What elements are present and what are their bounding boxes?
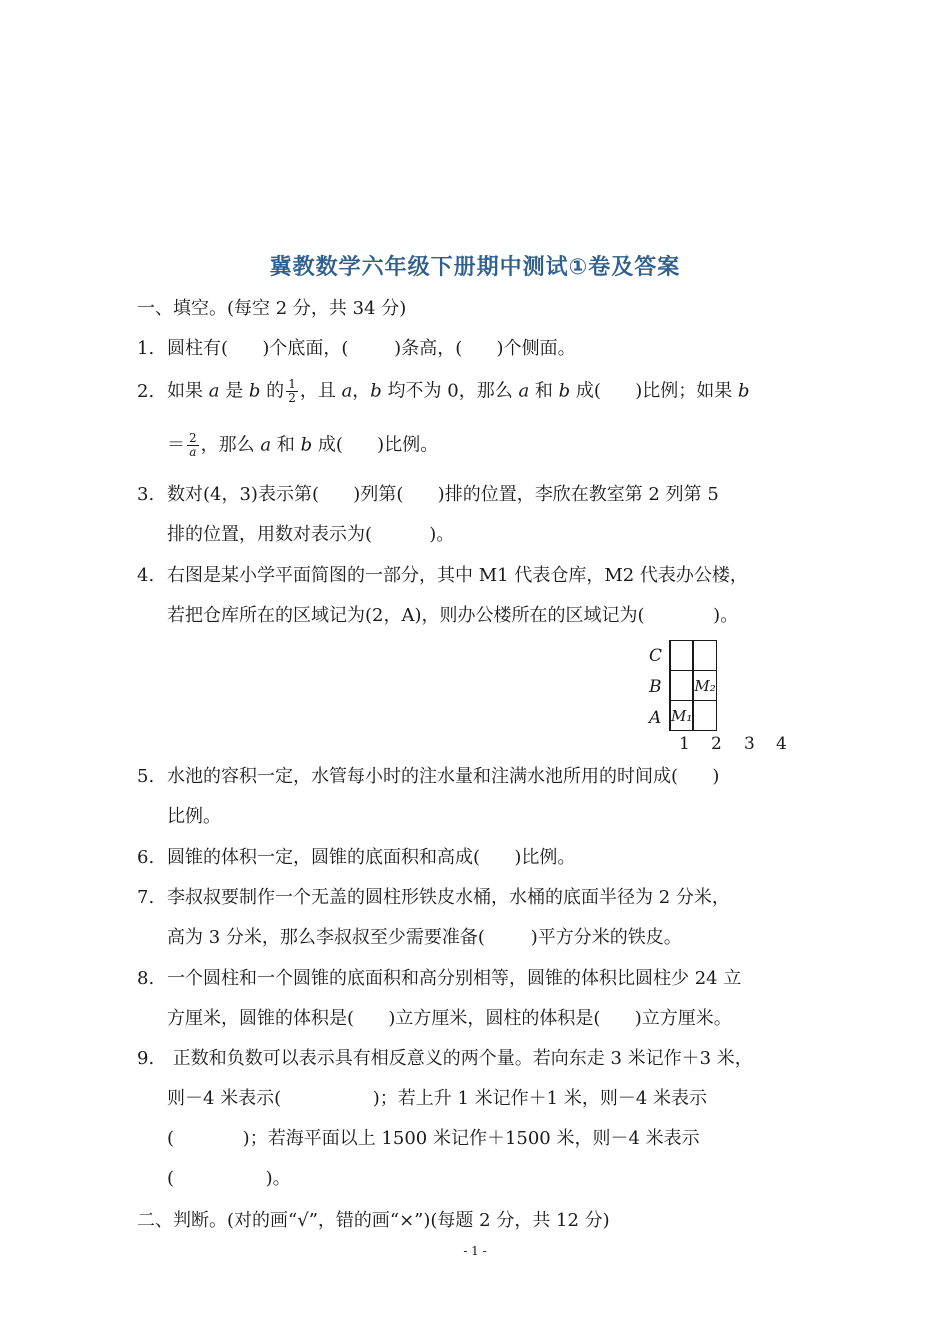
question-number: 6. xyxy=(137,847,155,868)
fraction-denominator: 2 xyxy=(288,391,296,405)
question-number: 9. xyxy=(137,1048,155,1069)
text-fragment: 和 xyxy=(529,380,559,402)
question-text: 数对(4，3)表示第( )列第( )排的位置，李欣在教室第 2 列第 5 xyxy=(167,484,719,505)
text-fragment: ，那么 xyxy=(200,434,261,456)
row-label-b: B xyxy=(649,677,662,697)
col-label-2: 2 xyxy=(711,734,722,754)
question-text: 圆柱有( )个底面，( )条高，( )个侧面。 xyxy=(167,338,576,359)
question-number: 1. xyxy=(137,338,155,359)
text-fragment: 均不为 0，那么 xyxy=(381,380,519,402)
question-number: 8. xyxy=(137,968,155,989)
question-2-line-1 xyxy=(137,378,750,405)
variable-a: a xyxy=(518,380,530,402)
page-number: - 1 - xyxy=(463,1244,487,1258)
fraction-numerator: 2 xyxy=(189,431,197,445)
col-label-3: 3 xyxy=(744,734,755,754)
text-fragment: ，且 xyxy=(299,380,342,402)
question-number: 7. xyxy=(137,887,155,908)
question-3-line-1 xyxy=(137,482,719,508)
grid-cell xyxy=(671,641,693,671)
text-fragment: 成( )比例。 xyxy=(312,434,439,456)
text-fragment: ， xyxy=(352,380,371,402)
question-3-line-2: 排的位置，用数对表示为( )。 xyxy=(167,524,455,545)
fraction-one-half xyxy=(286,378,298,405)
question-4-line-2: 若把仓库所在的区域记为(2，A)，则办公楼所在的区域记为( )。 xyxy=(167,605,739,626)
col-label-1: 1 xyxy=(679,734,690,754)
row-label-a: A xyxy=(649,708,662,728)
question-9-line-4: ( )。 xyxy=(167,1168,291,1189)
grid-cell xyxy=(694,701,716,731)
question-9-line-3: ( )；若海平面以上 1500 米记作＋1500 米，则－4 米表示 xyxy=(167,1128,700,1149)
question-text: 李叔叔要制作一个无盖的圆柱形铁皮水桶，水桶的底面半径为 2 分米， xyxy=(167,887,730,908)
question-5-line-1 xyxy=(137,764,719,790)
question-number: 4. xyxy=(137,565,155,586)
question-text: 圆锥的体积一定，圆锥的底面积和高成( )比例。 xyxy=(167,847,576,868)
text-fragment: 如果 xyxy=(167,380,209,402)
question-9-line-2: 则－4 米表示( )；若上升 1 米记作＋1 米，则－4 米表示 xyxy=(167,1088,708,1109)
col-label-4: 4 xyxy=(776,734,787,754)
variable-b: b xyxy=(300,434,313,456)
text-fragment: 和 xyxy=(271,434,301,456)
variable-a: a xyxy=(208,380,220,402)
section2-heading: 二、判断。(对的画“√”，错的画“×”)(每题 2 分，共 12 分) xyxy=(137,1210,610,1231)
text-fragment: 的 xyxy=(260,380,285,402)
question-4-line-1 xyxy=(137,563,748,589)
variable-b: b xyxy=(738,380,750,402)
text-fragment: 成( )比例；如果 xyxy=(570,380,738,402)
question-number: 5. xyxy=(137,766,155,787)
fraction-numerator: 1 xyxy=(288,377,296,391)
fraction-two-over-a xyxy=(187,432,199,459)
question-9-line-1 xyxy=(137,1046,753,1072)
question-6 xyxy=(137,845,575,871)
fraction-denominator: a xyxy=(189,445,197,459)
grid-cell xyxy=(671,671,693,701)
question-text: 水池的容积一定，水管每小时的注水量和注满水池所用的时间成( ) xyxy=(167,766,720,787)
equals-sign: ＝ xyxy=(167,434,185,456)
text-fragment: 是 xyxy=(219,380,249,402)
question-5-line-2: 比例。 xyxy=(167,806,221,827)
question-1 xyxy=(137,336,576,362)
page-title: 冀教数学六年级下册期中测试①卷及答案 xyxy=(269,255,681,280)
grid-cell-m1-warehouse: M₁ xyxy=(671,701,693,731)
variable-b: b xyxy=(248,380,261,402)
question-number: 3. xyxy=(137,484,155,505)
question-text: 一个圆柱和一个圆锥的底面积和高分别相等，圆锥的体积比圆柱少 24 立 xyxy=(167,968,742,989)
question-7-line-1 xyxy=(137,885,730,911)
question-8-line-1 xyxy=(137,966,741,992)
question-8-line-2: 方厘米，圆锥的体积是( )立方厘米，圆柱的体积是( )立方厘米。 xyxy=(167,1008,732,1029)
grid-cell-m2-office: M₂ xyxy=(694,671,716,701)
question-text: 右图是某小学平面简图的一部分，其中 M1 代表仓库，M2 代表办公楼， xyxy=(167,565,748,586)
variable-b: b xyxy=(370,380,382,402)
variable-a: a xyxy=(260,434,272,456)
row-label-c: C xyxy=(649,646,663,666)
grid-cell xyxy=(694,641,716,671)
question-number: 2. xyxy=(137,380,155,402)
question-2-line-2 xyxy=(167,432,438,459)
question-text: 正数和负数可以表示具有相反意义的两个量。若向东走 3 米记作＋3 米， xyxy=(167,1048,753,1069)
section1-heading: 一、填空。(每空 2 分，共 34 分) xyxy=(137,298,407,319)
variable-b: b xyxy=(558,380,571,402)
question-7-line-2: 高为 3 分米，那么李叔叔至少需要准备( )平方分米的铁皮。 xyxy=(167,927,682,948)
variable-a: a xyxy=(341,380,353,402)
grid-table xyxy=(669,640,717,731)
